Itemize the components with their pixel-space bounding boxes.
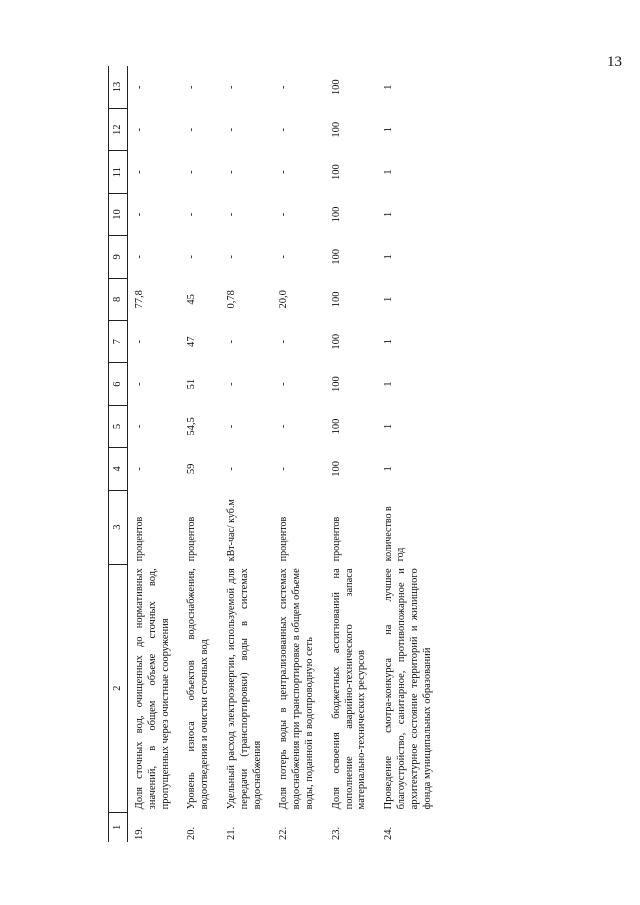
value-cell: 100 bbox=[330, 291, 342, 308]
value-cell: - bbox=[186, 212, 198, 217]
value-cell: 1 bbox=[383, 296, 395, 302]
value-cell: - bbox=[278, 382, 290, 386]
value-cell: - bbox=[134, 128, 145, 132]
value-cell: - bbox=[225, 255, 237, 259]
column-header: 8 bbox=[109, 278, 128, 320]
indicator-name: Доля потерь воды в централизованных системах водоснабжения при транспортировке в общем объеме воды, поданной в водопроводную сеть bbox=[278, 568, 315, 810]
value-cell: 100 bbox=[330, 249, 342, 265]
column-header: 10 bbox=[109, 193, 128, 235]
value-cell: - bbox=[278, 85, 290, 90]
value-cell: - bbox=[278, 128, 290, 132]
row-number: 21. bbox=[225, 826, 237, 840]
unit-cell: количество в год bbox=[383, 506, 407, 562]
row-number: 20. bbox=[186, 826, 198, 840]
value-cell: 100 bbox=[330, 164, 342, 181]
value-cell: - bbox=[225, 467, 237, 471]
value-cell: 100 bbox=[330, 461, 342, 477]
value-cell: 54,5 bbox=[186, 417, 198, 436]
value-cell: - bbox=[134, 467, 145, 471]
indicator-name: Доля освоения бюджетных ассигнований на пополнение аварийно-технического запаса материально-технических ресурсов bbox=[330, 568, 368, 810]
value-cell: 1 bbox=[383, 211, 395, 218]
column-header: 2 bbox=[109, 564, 128, 812]
value-cell: - bbox=[225, 212, 237, 217]
value-cell: 59 bbox=[186, 463, 198, 475]
value-cell: - bbox=[278, 212, 290, 217]
value-cell: 1 bbox=[383, 169, 395, 175]
column-header: 3 bbox=[109, 490, 128, 564]
value-cell: 1 bbox=[383, 254, 395, 260]
value-cell: - bbox=[186, 170, 198, 174]
value-cell: 100 bbox=[330, 333, 342, 350]
column-header: 12 bbox=[109, 109, 128, 151]
unit-cell: процентов bbox=[278, 516, 290, 562]
table-row bbox=[220, 66, 272, 842]
value-cell: 0,78 bbox=[225, 290, 237, 309]
column-header: 1 bbox=[109, 812, 128, 842]
table-row bbox=[180, 66, 220, 842]
value-cell: - bbox=[186, 128, 198, 132]
rotated-table-container bbox=[108, 66, 603, 842]
value-cell: 100 bbox=[330, 376, 342, 392]
value-cell: - bbox=[278, 467, 290, 471]
column-header: 5 bbox=[109, 405, 128, 447]
value-cell: - bbox=[225, 424, 237, 429]
value-cell: - bbox=[278, 255, 290, 259]
value-cell: 100 bbox=[330, 121, 342, 138]
column-header: 11 bbox=[109, 151, 128, 193]
table-row bbox=[377, 66, 442, 842]
column-header: 9 bbox=[109, 236, 128, 278]
value-cell: - bbox=[134, 424, 145, 429]
value-cell: - bbox=[134, 170, 145, 174]
value-cell: - bbox=[225, 339, 237, 344]
unit-cell: процентов bbox=[186, 516, 198, 562]
value-cell: - bbox=[186, 85, 198, 90]
value-cell: - bbox=[278, 170, 290, 174]
value-cell: - bbox=[278, 424, 290, 429]
value-cell: - bbox=[134, 85, 145, 90]
value-cell: - bbox=[134, 382, 145, 386]
value-cell: 1 bbox=[383, 381, 395, 387]
value-cell: - bbox=[134, 212, 145, 217]
value-cell: 1 bbox=[383, 84, 395, 90]
value-cell: - bbox=[225, 85, 237, 90]
value-cell: 1 bbox=[383, 423, 395, 430]
page-number: 13 bbox=[607, 54, 622, 70]
value-cell: - bbox=[278, 339, 290, 344]
unit-cell: процентов bbox=[134, 516, 145, 562]
value-cell: 20,0 bbox=[278, 290, 290, 309]
table-row bbox=[272, 66, 324, 842]
value-cell: 100 bbox=[330, 418, 342, 435]
value-cell: - bbox=[225, 170, 237, 174]
table-row bbox=[128, 66, 181, 842]
column-header: 13 bbox=[109, 66, 128, 109]
value-cell: 1 bbox=[383, 339, 395, 345]
value-cell: 45 bbox=[186, 294, 198, 305]
indicators-table bbox=[108, 66, 442, 842]
row-number: 22. bbox=[278, 826, 290, 840]
indicator-name: Уровень износа объектов водоснабжения, водоотведения и очистки сточных вод bbox=[186, 568, 211, 810]
row-number: 19. bbox=[134, 826, 145, 840]
column-header: 6 bbox=[109, 363, 128, 405]
value-cell: - bbox=[186, 255, 198, 259]
indicator-name: Доля сточных вод, очищенных до нормативных значений, в общем объеме сточных вод, пропущенных через очистные сооружения bbox=[134, 568, 171, 810]
row-number: 23. bbox=[330, 826, 342, 840]
value-cell: 100 bbox=[330, 206, 342, 223]
table-row bbox=[325, 66, 377, 842]
value-cell: - bbox=[225, 382, 237, 386]
value-cell: - bbox=[134, 339, 145, 344]
row-number: 24. bbox=[383, 826, 395, 840]
value-cell: 47 bbox=[186, 336, 198, 347]
unit-cell: кВт-час/ куб.м bbox=[225, 499, 237, 562]
indicator-name: Удельный расход электроэнергии, используемой для передачи (транспортировки) воды в системах водоснабжения bbox=[225, 568, 263, 810]
unit-cell: процентов bbox=[330, 516, 342, 562]
column-header: 4 bbox=[109, 448, 128, 490]
header-row bbox=[109, 66, 128, 842]
value-cell: - bbox=[134, 255, 145, 259]
value-cell: 77,8 bbox=[134, 290, 145, 309]
indicator-name: Проведение смотра-конкурса на лучшее благоустройство, санитарное, противопожарное и архитектурное состояние территорий и жилищного фонда муниципальных образований bbox=[383, 568, 433, 810]
value-cell: - bbox=[225, 128, 237, 132]
value-cell: 100 bbox=[330, 79, 342, 96]
value-cell: 1 bbox=[383, 127, 395, 133]
value-cell: 51 bbox=[186, 378, 198, 390]
value-cell: 1 bbox=[383, 466, 395, 472]
column-header: 7 bbox=[109, 321, 128, 363]
